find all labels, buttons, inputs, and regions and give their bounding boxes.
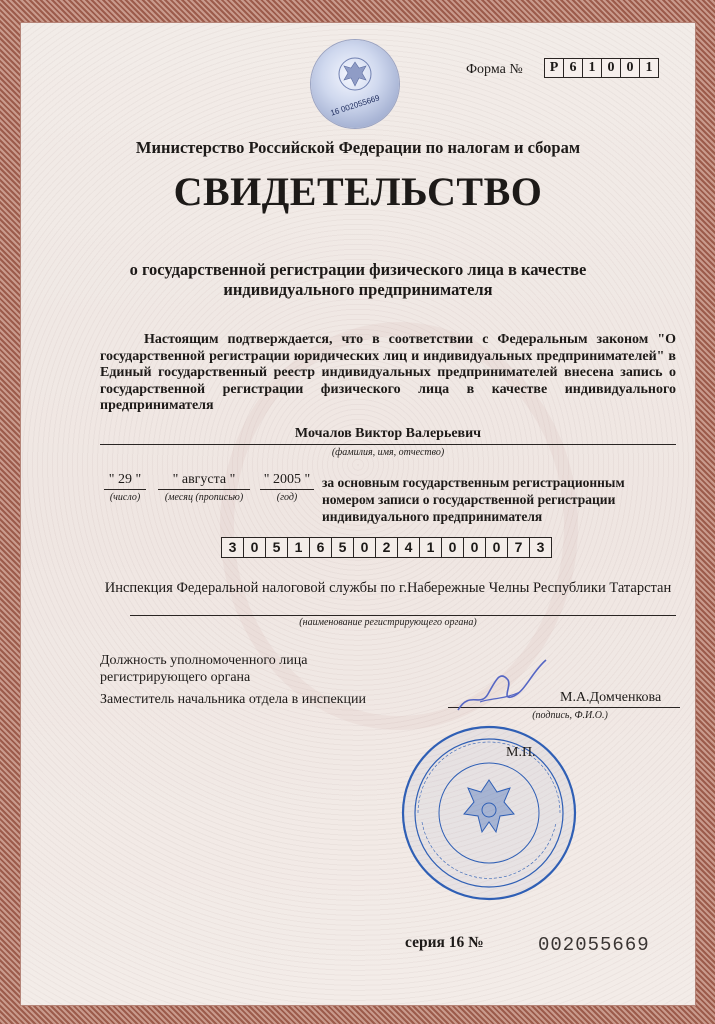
ogrnip-digit: 0 [485,537,508,558]
ogrnip-digit: 2 [375,537,398,558]
series-number: 002055669 [538,934,650,956]
series-label: серия 16 № [405,934,484,951]
form-code-char: 6 [563,58,583,78]
name-underline [100,444,676,445]
date-day-caption: (число) [109,492,141,503]
date-year-underline [260,489,314,490]
ogrnip-digit: 1 [287,537,310,558]
certificate-page [20,22,696,1006]
form-code-char: 1 [582,58,602,78]
signatory-position: Заместитель начальника отдела в инспекции [100,692,366,707]
ministry-name: Министерство Российской Федерации по налогам и сборам [135,138,581,157]
document-title: СВИДЕТЕЛЬСТВО [173,169,543,214]
signature-caption: (подпись, Ф.И.О.) [532,710,608,721]
ogrnip-digit: 0 [353,537,376,558]
hologram-sticker [311,40,399,128]
ogrnip-digit: 7 [507,537,530,558]
ogrnip-digit: 0 [463,537,486,558]
date-day: " 29 " [108,472,142,487]
position-label: Должность уполномоченного лица регистрирующего органа [100,653,308,685]
handwritten-signature [450,650,560,720]
ogrnip-digit: 0 [441,537,464,558]
ogrnip-digit: 1 [419,537,442,558]
ogrnip-number [222,537,552,558]
ogrnip-digit: 3 [221,537,244,558]
date-year: " 2005 " [263,472,311,487]
form-code-char: 1 [639,58,659,78]
ogrnip-digit: 6 [309,537,332,558]
ogrnip-digit: 5 [331,537,354,558]
registering-authority: Инспекция Федеральной налоговой службы по г.Набережные Челны Республики Татарстан [104,580,672,596]
seal-mark-label: М.П. [506,745,536,760]
date-month-caption: (месяц (прописью) [164,492,244,503]
form-code-char: 0 [601,58,621,78]
confirmation-paragraph: Настоящим подтверждается, что в соответствии с Федеральным законом "О государственной регистрации юридических лиц и индивидуальных предпринимателей" в Единый государственный реестр индивидуальных предпринимателей внесена запись о государственной регистрации физического лица в качестве индивидуального предпринимателя [100,332,676,413]
authority-caption: (наименование регистрирующего органа) [299,617,477,628]
ogrnip-digit: 0 [243,537,266,558]
eagle-crest-icon [335,54,375,94]
form-code-char: Р [544,58,564,78]
form-code-char: 0 [620,58,640,78]
date-day-underline [104,489,146,490]
form-label: Форма № [466,62,523,77]
hologram-number: 16 002055669 [329,93,381,118]
ogrnip-digit: 4 [397,537,420,558]
ogrnip-digit: 5 [265,537,288,558]
date-year-caption: (год) [276,492,298,503]
authority-underline [130,615,676,616]
signatory-name: М.А.Домченкова [560,690,662,705]
date-month: " августа " [172,472,236,487]
date-month-underline [158,489,250,490]
document-subtitle: о государственной регистрации физического лица в качестве индивидуального предпринимателя [129,260,587,299]
official-seal-stamp [398,722,580,904]
registration-text: за основным государственным регистрационным номером записи о государственной регистрации индивидуального предпринимателя [322,475,625,524]
ogrnip-digit: 3 [529,537,552,558]
person-full-name: Мочалов Виктор Валерьевич [294,426,482,441]
name-caption: (фамилия, имя, отчество) [331,447,445,458]
form-code [545,58,659,78]
